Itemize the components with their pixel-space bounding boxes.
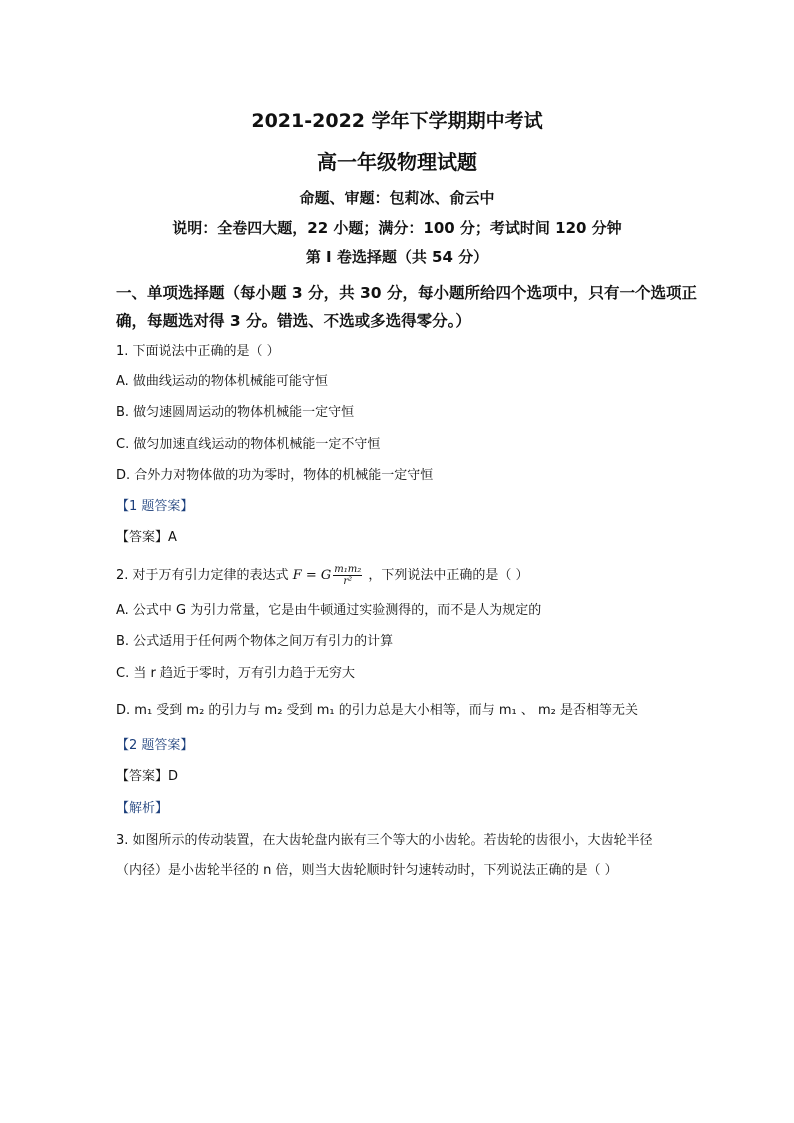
q2-option-c: C. 当 r 趋近于零时，万有引力趋于无穷大 (116, 666, 355, 681)
q2-option-b: B. 公式适用于任何两个物体之间万有引力的计算 (116, 634, 394, 649)
section-heading-line2: 确，每题选对得 3 分。错选、不选或多选得零分。） (116, 312, 471, 330)
q1-stem: 1. 下面说法中正确的是（ ） (116, 344, 280, 359)
q1-option-d: D. 合外力对物体做的功为零时，物体的机械能一定守恒 (116, 468, 434, 483)
q2-answer-tag: 【2 题答案】 (116, 738, 194, 753)
part-title: 第 I 卷选择题（共 54 分） (305, 248, 489, 266)
q2-stem-prefix: 2. 对于万有引力定律的表达式 (116, 568, 289, 583)
formula-lhs: F = G (292, 568, 332, 583)
gravitation-formula (292, 564, 369, 587)
q2-stem (116, 564, 529, 587)
formula-denominator: r² (343, 576, 353, 587)
formula-fraction (333, 564, 362, 587)
q1-option-c: C. 做匀加速直线运动的物体机械能一定不守恒 (116, 437, 381, 452)
q1-answer: 【答案】A (116, 530, 177, 545)
q1-answer-tag: 【1 题答案】 (116, 499, 194, 514)
q2-option-a: A. 公式中 G 为引力常量，它是由牛顿通过实验测得的，而不是人为规定的 (116, 603, 542, 618)
q3-stem-line1: 3. 如图所示的传动装置，在大齿轮盘内嵌有三个等大的小齿轮。若齿轮的齿很小，大齿轮半径 (116, 833, 653, 848)
q2-answer: 【答案】D (116, 769, 179, 784)
q1-option-a: A. 做曲线运动的物体机械能可能守恒 (116, 374, 328, 389)
exam-authors: 命题、审题：包莉冰、俞云中 (299, 189, 495, 207)
exam-subtitle: 高一年级物理试题 (317, 150, 477, 174)
formula-numerator: m₁m₂ (334, 564, 362, 575)
q3-stem-line2: （内径）是小齿轮半径的 n 倍，则当大齿轮顺时针匀速转动时，下列说法正确的是（ ） (116, 863, 618, 878)
exam-title: 2021-2022 学年下学期期中考试 (251, 110, 543, 132)
q1-option-b: B. 做匀速圆周运动的物体机械能一定守恒 (116, 405, 355, 420)
q2-analysis: 【解析】 (116, 801, 169, 816)
exam-instructions: 说明：全卷四大题，22 小题；满分：100 分；考试时间 120 分钟 (172, 219, 622, 237)
section-heading-line1: 一、单项选择题（每小题 3 分，共 30 分，每小题所给四个选项中，只有一个选项正 (116, 284, 697, 302)
q2-stem-suffix: ，下列说法中正确的是（ ） (368, 568, 529, 583)
q2-option-d: D. m₁ 受到 m₂ 的引力与 m₂ 受到 m₁ 的引力总是大小相等，而与 m₁ 、 m₂ 是否相等无关 (116, 703, 638, 718)
